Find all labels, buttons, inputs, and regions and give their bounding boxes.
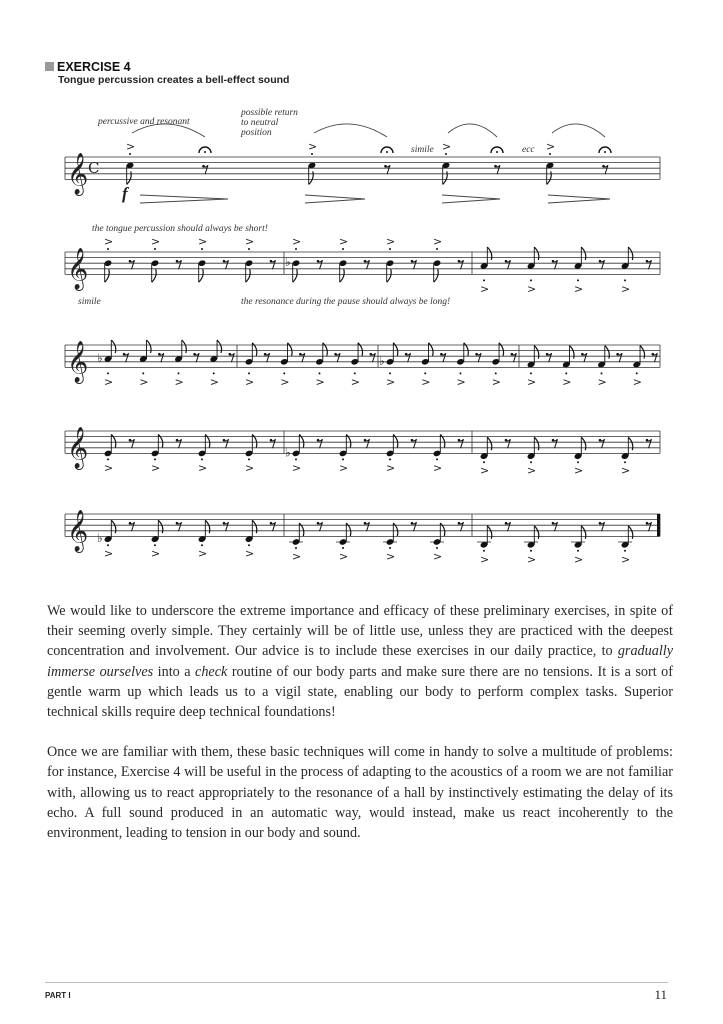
treble-clef-icon: 𝄞 [67,153,89,195]
note-flag [534,437,539,450]
rest-dot [129,439,132,442]
staccato-dot [530,279,532,281]
accent-mark: > [574,552,584,566]
staccato-dot [565,372,567,374]
rest-dot [616,353,619,356]
accent-mark: > [339,461,349,475]
note-flag [434,269,439,282]
accent-mark: > [198,235,208,248]
accent-mark: > [597,375,607,389]
accent-mark: > [198,547,208,561]
accent-mark: > [126,140,136,153]
annotation-ecc: ecc [522,145,535,155]
accent-mark: > [339,235,349,248]
rest-dot [505,439,508,442]
staccato-dot [107,458,109,460]
note-flag [570,346,575,359]
note-flag [387,269,392,282]
accent-mark: > [209,375,219,389]
note-flag [605,346,610,359]
accent-mark: > [386,461,396,475]
staccato-dot [483,279,485,281]
annotation-simile: simile [411,145,434,155]
body-text [47,601,673,843]
rest-dot [599,439,602,442]
flat-sign: ♭ [285,445,291,460]
flat-sign: ♭ [97,531,103,546]
treble-clef-icon: 𝄞 [67,341,89,383]
rest-dot [581,353,584,356]
final-barline [657,514,660,536]
annotation-short: the tongue percussion should always be short! [92,224,268,234]
accent-mark: > [339,550,349,563]
note-flag [487,437,492,450]
rest-dot [552,260,555,263]
accent-mark: > [104,461,114,475]
rest-dot [299,353,302,356]
staccato-dot [107,248,109,250]
accent-mark: > [433,235,443,248]
note-flag [340,269,345,282]
note-flag [534,247,539,260]
accent-mark: > [245,375,255,389]
staccato-dot [295,458,297,460]
rest-dot [364,260,367,263]
treble-clef-icon: 𝄞 [67,427,89,469]
staccato-dot [213,372,215,374]
accent-mark: > [480,282,490,296]
rest-dot [123,353,126,356]
rest-dot [602,165,605,168]
staccato-dot [248,544,250,546]
staccato-dot [354,372,356,374]
accent-mark: > [386,375,396,389]
note-flag [293,269,298,282]
accent-mark: > [621,552,631,566]
staccato-dot [496,151,498,153]
accent-mark: > [151,461,161,475]
note-flag [628,437,633,450]
staccato-dot [319,372,321,374]
note-flag [127,171,132,184]
rest-dot [440,353,443,356]
note-flag [147,340,152,353]
rest-dot [370,353,373,356]
rest-dot [176,260,179,263]
rest-dot [505,522,508,525]
staccato-dot [601,372,603,374]
staccato-dot [460,372,462,374]
rest-dot [505,260,508,263]
accent-mark: > [308,140,318,153]
rest-dot [129,260,132,263]
note-flag [487,526,492,539]
time-signature: C [88,159,100,177]
rest-dot [511,353,514,356]
note-flag [199,269,204,282]
accent-mark: > [151,547,161,561]
paragraph-1 [47,601,673,722]
staccato-dot [483,461,485,463]
rest-dot [458,522,461,525]
accent-mark: > [480,464,490,478]
accent-mark: > [621,464,631,478]
accent-mark: > [104,547,114,561]
rest-dot [202,165,205,168]
rest-dot [475,353,478,356]
accent-mark: > [433,550,443,563]
accent-mark: > [151,235,161,248]
note-flag [443,171,448,184]
note-flag [152,269,157,282]
rest-dot [411,439,414,442]
accent-mark: > [562,375,572,389]
exercise-subtitle: Tongue percussion creates a bell-effect sound [58,74,290,86]
accent-mark: > [527,552,537,566]
rest-dot [317,439,320,442]
note-flag [217,340,222,353]
staccato-dot [248,372,250,374]
staccato-dot [604,151,606,153]
accent-mark: > [139,375,149,389]
rest-dot [317,522,320,525]
accent-mark: > [104,235,114,248]
rest-dot [646,260,649,263]
staccato-dot [107,544,109,546]
staccato-dot [154,544,156,546]
rest-dot [364,522,367,525]
rest-dot [264,353,267,356]
staccato-dot [624,550,626,552]
rest-dot [599,260,602,263]
annotation-simile-2: simile [78,297,101,307]
staccato-dot [311,153,313,155]
staccato-dot [389,458,391,460]
accent-mark: > [350,375,360,389]
staccato-dot [424,372,426,374]
accent-mark: > [280,375,290,389]
accent-mark: > [386,550,396,563]
note-flag [158,520,163,533]
annotation-return-line: position [241,128,272,138]
annotation-return-line: possible return [241,108,298,118]
rest-dot [158,353,161,356]
rest-dot [364,439,367,442]
staccato-dot [577,550,579,552]
staccato-dot [295,547,297,549]
accent-mark: > [245,547,255,561]
accent-mark: > [527,375,537,389]
note-flag [246,269,251,282]
rest-dot [552,522,555,525]
accent-mark: > [104,375,114,389]
accent-mark: > [491,375,501,389]
rest-dot [176,439,179,442]
staccato-dot [154,248,156,250]
staccato-dot [436,547,438,549]
note-flag [534,526,539,539]
footer-part: PART I [45,991,71,1000]
note-flag [581,437,586,450]
diminuendo-hairpin [442,195,500,203]
staccato-dot [483,550,485,552]
rest-dot [317,260,320,263]
staccato-dot [248,248,250,250]
page-number: 11 [654,987,667,1002]
note-flag [581,526,586,539]
staccato-dot [342,547,344,549]
staccato-dot [530,461,532,463]
exercise-title-text: EXERCISE 4 [57,60,131,74]
staccato-dot [530,372,532,374]
accent-mark: > [245,235,255,248]
rest-dot [552,439,555,442]
accent-mark: > [546,140,556,153]
staccato-dot [530,550,532,552]
rest-dot [270,260,273,263]
rest-dot [229,353,232,356]
accent-mark: > [574,282,584,296]
staccato-dot [624,279,626,281]
rest-dot [411,522,414,525]
staccato-dot [386,151,388,153]
text-run: into a [153,663,196,680]
staccato-dot [201,544,203,546]
treble-clef-icon: 𝄞 [67,510,89,552]
flat-sign: ♭ [285,255,291,270]
rest-dot [270,522,273,525]
staccato-dot [295,248,297,250]
rest-dot [334,353,337,356]
staccato-dot [107,372,109,374]
accent-mark: > [315,375,325,389]
rest-dot [494,165,497,168]
staccato-dot [142,372,144,374]
dynamic-forte: f [122,184,128,203]
note-flag [252,520,256,533]
rest-dot [405,353,408,356]
staccato-dot [342,458,344,460]
note-flag [547,171,552,184]
flat-sign: ♭ [97,351,103,365]
phrase-arc [448,124,497,137]
annotation-return-line: to neutral [241,118,279,128]
rest-dot [458,260,461,263]
staccato-dot [248,458,250,460]
accent-mark: > [632,375,642,389]
staccato-dot [201,248,203,250]
rest-dot [193,353,196,356]
accent-mark: > [386,235,396,248]
rest-dot [223,522,226,525]
accent-mark: > [480,552,490,566]
note-flag [581,247,586,260]
diminuendo-hairpin [548,195,610,203]
rest-dot [646,439,649,442]
rest-dot [652,353,655,356]
accent-mark: > [433,461,443,475]
accent-mark: > [292,461,302,475]
staccato-dot [129,153,131,155]
rest-dot [129,522,132,525]
staccato-dot [389,547,391,549]
rest-dot [546,353,549,356]
rest-dot [458,439,461,442]
staccato-dot [342,248,344,250]
staccato-dot [283,372,285,374]
annotation-long: the resonance during the pause should always be long! [241,297,451,307]
rest-dot [599,522,602,525]
annotation-return [241,108,298,138]
staccato-dot [389,248,391,250]
text-run: We would like to underscore the extreme importance and efficacy of these preliminary exercises, in spite of their seeming overly simple. They certainly will be of little use, unless they are practiced with the deepest concentration and involvement. Our advice is to include these exercises in our daily practice, to [47,603,673,660]
diminuendo-hairpin [305,195,365,203]
accent-mark: > [527,282,537,296]
note-flag [628,526,633,539]
note-flag [105,269,110,282]
staccato-dot [624,461,626,463]
note-flag [111,340,116,353]
accent-mark: > [421,375,431,389]
rest-dot [384,165,387,168]
accent-mark: > [527,464,537,478]
staccato-dot [389,372,391,374]
rest-dot [411,260,414,263]
emphasis-text: check [195,663,228,680]
footer-divider [45,982,668,983]
flat-sign: ♭ [379,353,385,368]
annotation-percussive: percussive and resonant [98,117,190,127]
accent-mark: > [292,235,302,248]
diminuendo-hairpin [140,195,228,203]
note-flag [487,247,492,260]
staccato-dot [201,458,203,460]
staccato-dot [495,372,497,374]
staccato-dot [204,151,206,153]
treble-clef-icon: 𝄞 [67,248,89,290]
accent-mark: > [245,461,255,475]
accent-mark: > [174,375,184,389]
note-flag [182,340,187,353]
staccato-dot [577,279,579,281]
rest-dot [223,260,226,263]
accent-mark: > [456,375,466,389]
note-flag [628,247,633,260]
accent-mark: > [198,461,208,475]
paragraph-2: Once we are familiar with them, these basic techniques will come in handy to solve a multitude of problems: for instance, Exercise 4 will be useful in the process of adapting to the acoustics of a room we are not familiar with, allowing us to react appropriately to the resonance of a hall by instinctively estimating the delay of its echo. A full sound produced in an automatic way, would instead, make us react incoherently to the environment, leading to tension in our body and sound. [47,744,673,842]
staccato-dot [577,461,579,463]
note-flag [534,346,539,359]
staccato-dot [636,372,638,374]
accent-mark: > [574,464,584,478]
phrase-arc [314,124,387,137]
rest-dot [176,522,179,525]
staccato-dot [178,372,180,374]
emphasis-text: gradually immerse ourselves [47,643,673,680]
note-flag [111,520,116,533]
staccato-dot [445,153,447,155]
accent-mark: > [621,282,631,296]
note-flag [309,171,314,184]
accent-mark: > [442,140,452,153]
staccato-dot [436,248,438,250]
note-flag [640,346,645,359]
rest-dot [646,522,649,525]
accent-mark: > [292,550,302,563]
text-run: routine of our body parts and make sure there are no tensions. It is a sort of gentle warm up which leads us to a vigil state, enabling our body to perform complex tasks. Superior technical skills require deep technical foundations! [47,663,673,721]
staccato-dot [549,153,551,155]
staccato-dot [154,458,156,460]
rest-dot [223,439,226,442]
rest-dot [270,439,273,442]
staccato-dot [436,458,438,460]
phrase-arc [552,124,605,137]
note-flag [205,520,210,533]
